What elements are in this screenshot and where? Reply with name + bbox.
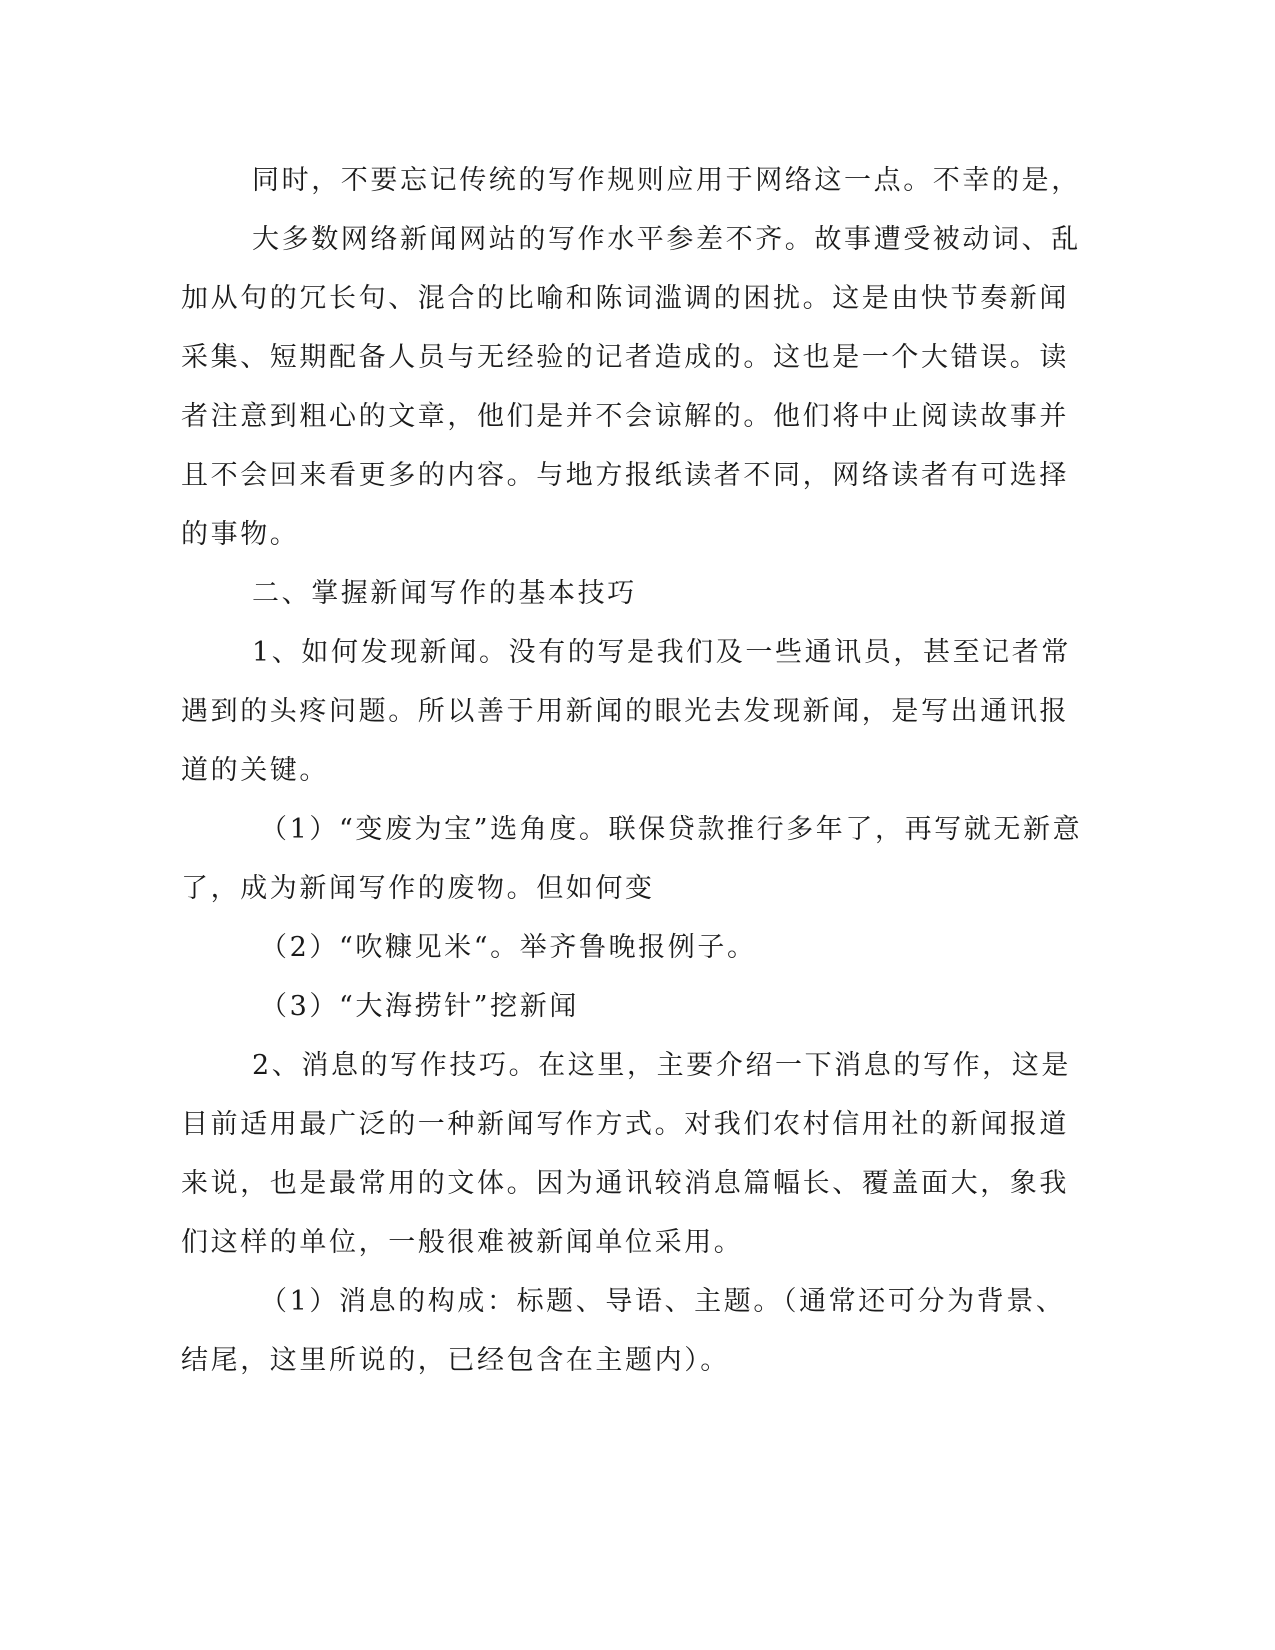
paragraph-line: 采集、短期配备人员与无经验的记者造成的。这也是一个大错误。读 <box>181 342 1069 373</box>
paragraph-line: 的事物。 <box>181 519 300 550</box>
paragraph-line: 来说，也是最常用的文体。因为通讯较消息篇幅长、覆盖面大，象我 <box>181 1168 1069 1199</box>
paragraph-line: （3）“大海捞针”挖新闻 <box>260 991 579 1022</box>
paragraph-line: 2、消息的写作技巧。在这里，主要介绍一下消息的写作，这是 <box>252 1050 1071 1081</box>
paragraph-line: 同时，不要忘记传统的写作规则应用于网络这一点。不幸的是， <box>252 165 1081 196</box>
paragraph-line: 结尾，这里所说的，已经包含在主题内）。 <box>181 1345 730 1376</box>
paragraph-line: 道的关键。 <box>181 755 329 786</box>
paragraph-line: （1）消息的构成：标题、导语、主题。（通常还可分为背景、 <box>260 1286 1066 1317</box>
paragraph-line: 们这样的单位，一般很难被新闻单位采用。 <box>181 1227 744 1258</box>
paragraph-line: 且不会回来看更多的内容。与地方报纸读者不同，网络读者有可选择 <box>181 460 1069 491</box>
paragraph-line: 了，成为新闻写作的废物。但如何变 <box>181 873 655 904</box>
paragraph-line: 1、如何发现新闻。没有的写是我们及一些通讯员，甚至记者常 <box>252 637 1071 668</box>
paragraph-line: 目前适用最广泛的一种新闻写作方式。对我们农村信用社的新闻报道 <box>181 1109 1069 1140</box>
paragraph-line: 大多数网络新闻网站的写作水平参差不齐。故事遭受被动词、乱 <box>252 224 1081 255</box>
paragraph-line: （1）“变废为宝”选角度。联保贷款推行多年了，再写就无新意 <box>260 814 1083 845</box>
paragraph-line: 者注意到粗心的文章，他们是并不会谅解的。他们将中止阅读故事并 <box>181 401 1069 432</box>
section-heading: 二、掌握新闻写作的基本技巧 <box>252 578 637 609</box>
paragraph-line: 遇到的头疼问题。所以善于用新闻的眼光去发现新闻，是写出通讯报 <box>181 696 1069 727</box>
paragraph-line: （2）“吹糠见米“。举齐鲁晚报例子。 <box>260 932 757 963</box>
paragraph-line: 加从句的冗长句、混合的比喻和陈词滥调的困扰。这是由快节奏新闻 <box>181 283 1069 314</box>
